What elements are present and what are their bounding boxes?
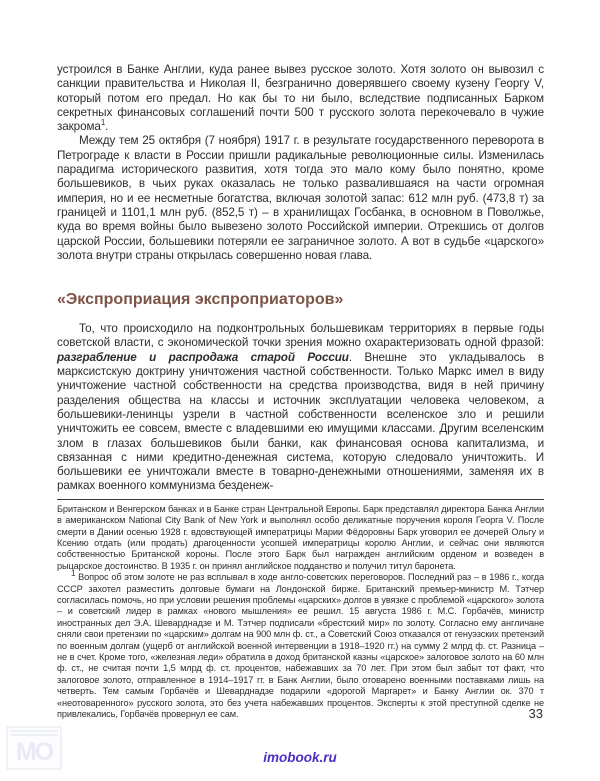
body-paragraph-3 [57, 322, 544, 494]
text-column [57, 63, 544, 720]
body-paragraph-1 [57, 63, 544, 134]
mo-logo-text: MO [15, 738, 53, 766]
footnote-ref-1: 1 [100, 118, 106, 128]
section-heading: «Экспроприация экспроприаторов» [57, 291, 344, 309]
footnote-1-text: Вопрос об этом золоте не раз всплывал в ходе англо-советских переговоров. Последний раз – в 1986 г., когда СССР захотел разместить долговые бумаги на Лондонской бирже. Британский премьер-министр М. Тэтчер согласилась помочь, но при условии решения проблемы «царских» долгов в увязке с проблемой «царского» золота – и советский лидер в рамках «нового мышления» ее решил. 15 августа 1986 г. М.С. Горбачёв, министр иностранных дел Э.А. Шеварднадзе и М. Тэтчер подписали «брестский мир» по золоту. Согласно ему англичане сняли свои претензии по «царским» долгам на 900 млн ф. ст., а Советский Союз отказался от генуэзских претензий по военным долгам (ущерб от английской военной интервенции в 1918–1920 гг.) на сумму 2 млрд ф. ст. Разница – не в счет. Кроме того, «железная леди» обратила в доход британской казны «царское» залоговое золото на 60 млн ф. ст., не считая почти 1,5 млрд ф. ст. процентов, набежавших за 70 лет. При этом был забыт тот факт, что залоговое золото, отправленное в 1914–1917 гг. в Банк Англии, было отоварено военными поставками лишь на четверть. Тем самым Горбачёв и Шеварднадзе подарили «дорогой Маргарет» и Банку Англии ок. 370 т «неотоваренного» русского золота, это без учета набежавших процентов. Эксперты к этой преступной сделке не привлекались, Горбачёв провернул ее сам. [57, 572, 544, 720]
page-number: 33 [528, 706, 543, 721]
footnote-continuation: Британском и Венгерском банках и в Банке стран Центральной Европы. Барк представлял директора Банка Англии в американском National City Bank of New York и выполнял особо деликатные поручения короля Георга V. После смерти в Дании осенью 1928 г. вдовствующей императрицы Марии Фёдоровны Барк уговорил ее дочерей Ольгу и Ксению отдать (или продать) драгоценности усопшей императрицы королю Англии, и сейчас они являются собственностью Британской короны. После этого Барк был награжден английским орденом и возведен в рыцарское достоинство. В 1935 г. он принял английское подданство и получил титул баронета. [57, 503, 544, 571]
paragraph-1-period: . [105, 120, 109, 134]
footnotes-block [57, 504, 544, 721]
body-paragraph-2: Между тем 25 октября (7 ноября) 1917 г. в результате государственного переворота в Петрограде к власти в России пришли радикальные революционные силы. Изменилась парадигма исторического развития, хотя тогда это мало кому было понятно, кроме большевиков, в чьих руках оказалась не только развалившаяся на части огромная империя, но и ее несметные богатства, включая золотой запас: 612 млн руб. (473,8 т) за границей и 1101,1 млн руб. (852,5 т) – в хранилищах Госбанка, в основном в Поволжье, куда во время войны было вывезено золото Российской империи. Отрекшись от долгов царской России, большевики потеряли ее заграничное золото. А вот в судьбе «царского» золота внутри страны открылась совершенно новая глава. [57, 134, 544, 262]
footnote-marker-1: 1 [71, 569, 76, 579]
watermark-site-label: imobook.ru [263, 750, 337, 765]
paragraph-3-emphasis: разграбление и распродажа старой России [57, 350, 349, 364]
paragraph-3-post: . Внешне это укладывалось в марксистскую доктрину уничтожения частной собственности. Только Маркс имел в виду уничтожение частной собственности на средства производства, видя в ней причину разделения общества на классы и источник эксплуатации человека человеком, а большевики-ленинцы узрели в частной собственности вселенское зло и решили уничтожить ее совсем, вместе с владевшими ею имущими классами. Другим вселенским злом в глазах большевиков были банки, как финансовая основа капитализма, и связанная с ними кредитно-денежная система, которую следовало уничтожить. И большевики ее уничтожали вместе в товарно-денежными отношениями, заменяя их в рамках военного коммунизма безденеж- [57, 350, 544, 493]
footnote-separator [57, 499, 544, 500]
paragraph-1-text: устроился в Банке Англии, куда ранее вывез русское золото. Хотя золото он вывозил с санкции правительства и Николая II, безгранично доверявшего своему кузену Георгу V, который потом его предал. Но как бы то ни было, вследствие подписанных Барком секретных финансовых соглашений почти 500 т русского золота перекочевало в чужие закрома [57, 63, 544, 134]
paragraph-3-pre: То, что происходило на подконтрольных большевикам территориях в первые годы советской власти, с экономической точки зрения можно охарактеризовать одной фразой: [57, 322, 544, 350]
logo-bar-top [10, 730, 58, 732]
footnote-1 [57, 569, 544, 720]
